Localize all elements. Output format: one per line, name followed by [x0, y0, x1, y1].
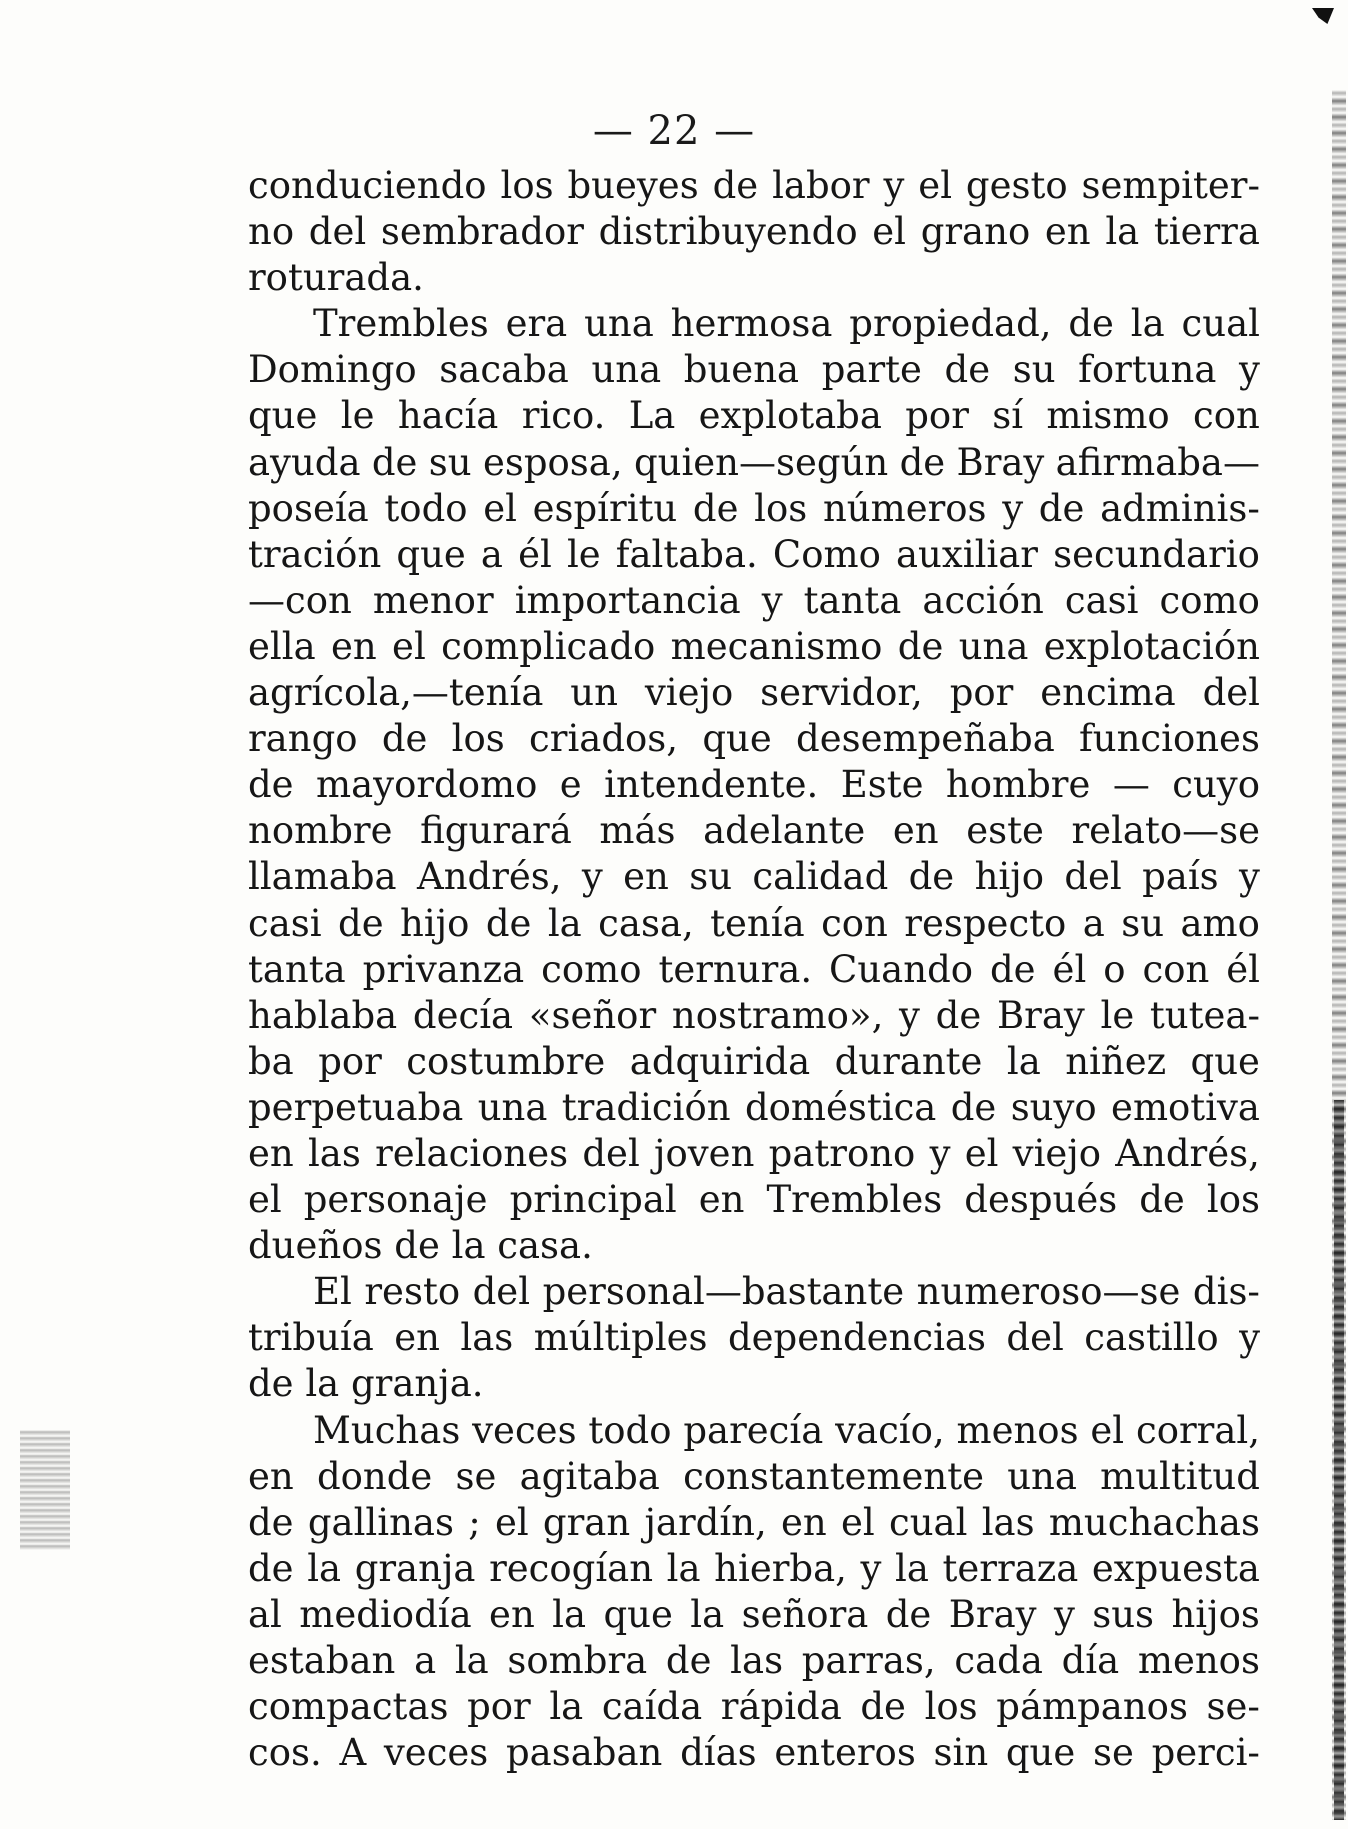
text-line: poseía todo el espíritu de los números y de adminis- — [248, 486, 1260, 530]
text-line: agrícola,—tenía un viejo servidor, por encima del — [248, 671, 1260, 715]
text-line: cos. A veces pasaban días enteros sin que se perci- — [248, 1731, 1260, 1775]
text-line: ella en el complicado mecanismo de una explotación — [248, 624, 1260, 668]
text-line: Muchas veces todo parecía vacío, menos el corral, — [313, 1408, 1260, 1452]
text-line: de la granja recogían la hierba, y la terraza expuesta — [248, 1546, 1260, 1590]
text-line: de mayordomo e intendente. Este hombre — cuyo — [248, 763, 1260, 807]
text-line: tribuía en las múltiples dependencias del castillo y — [248, 1316, 1260, 1360]
text-line: tanta privanza como ternura. Cuando de él o con él — [248, 947, 1260, 991]
text-line: dueños de la casa. — [248, 1224, 593, 1268]
text-line: El resto del personal—bastante numeroso—se dis- — [313, 1270, 1260, 1314]
text-line: que le hacía rico. La explotaba por sí mismo con — [248, 394, 1260, 438]
text-line: en las relaciones del joven patrono y el viejo Andrés, — [248, 1131, 1260, 1175]
page-number: — 22 — — [592, 108, 756, 154]
text-line: hablaba decía «señor nostramo», y de Bray le tutea- — [248, 993, 1260, 1037]
text-line: al mediodía en la que la señora de Bray y sus hijos — [248, 1592, 1260, 1636]
text-line: compactas por la caída rápida de los pámpanos se- — [248, 1685, 1260, 1729]
scan-left-smudge — [20, 1430, 70, 1550]
text-line: en donde se agitaba constantemente una multitud — [248, 1454, 1260, 1498]
text-line: no del sembrador distribuyendo el grano en la tierra — [248, 210, 1260, 254]
text-line: el personaje principal en Trembles después de los — [248, 1178, 1260, 1222]
text-line: de gallinas ; el gran jardín, en el cual las muchachas — [248, 1500, 1260, 1544]
text-line: conduciendo los bueyes de labor y el gesto sempiter- — [248, 164, 1260, 207]
body-text — [248, 163, 1260, 1776]
text-line: roturada. — [248, 256, 424, 300]
text-line: perpetuaba una tradición doméstica de suyo emotiva — [248, 1085, 1260, 1129]
text-line: —con menor importancia y tanta acción casi como — [248, 578, 1260, 622]
text-line: rango de los criados, que desempeñaba funciones — [248, 717, 1260, 761]
text-line: llamaba Andrés, y en su calidad de hijo del país y — [248, 855, 1260, 899]
text-line: ayuda de su esposa, quien—según de Bray afirmaba— — [248, 440, 1260, 484]
text-line: de la granja. — [248, 1362, 484, 1406]
scan-corner-mark — [1312, 8, 1334, 24]
text-line: Trembles era una hermosa propiedad, de la cual — [313, 302, 1260, 346]
text-line: Domingo sacaba una buena parte de su fortuna y — [248, 348, 1260, 392]
text-line: nombre figurará más adelante en este relato—se — [248, 809, 1260, 853]
text-line: estaban a la sombra de las parras, cada día menos — [248, 1639, 1260, 1682]
text-line: ba por costumbre adquirida durante la niñez que — [248, 1039, 1260, 1083]
scan-right-edge-dark — [1334, 1100, 1344, 1820]
text-line: casi de hijo de la casa, tenía con respecto a su amo — [248, 901, 1260, 945]
text-line: tración que a él le faltaba. Como auxiliar secundario — [248, 532, 1260, 576]
